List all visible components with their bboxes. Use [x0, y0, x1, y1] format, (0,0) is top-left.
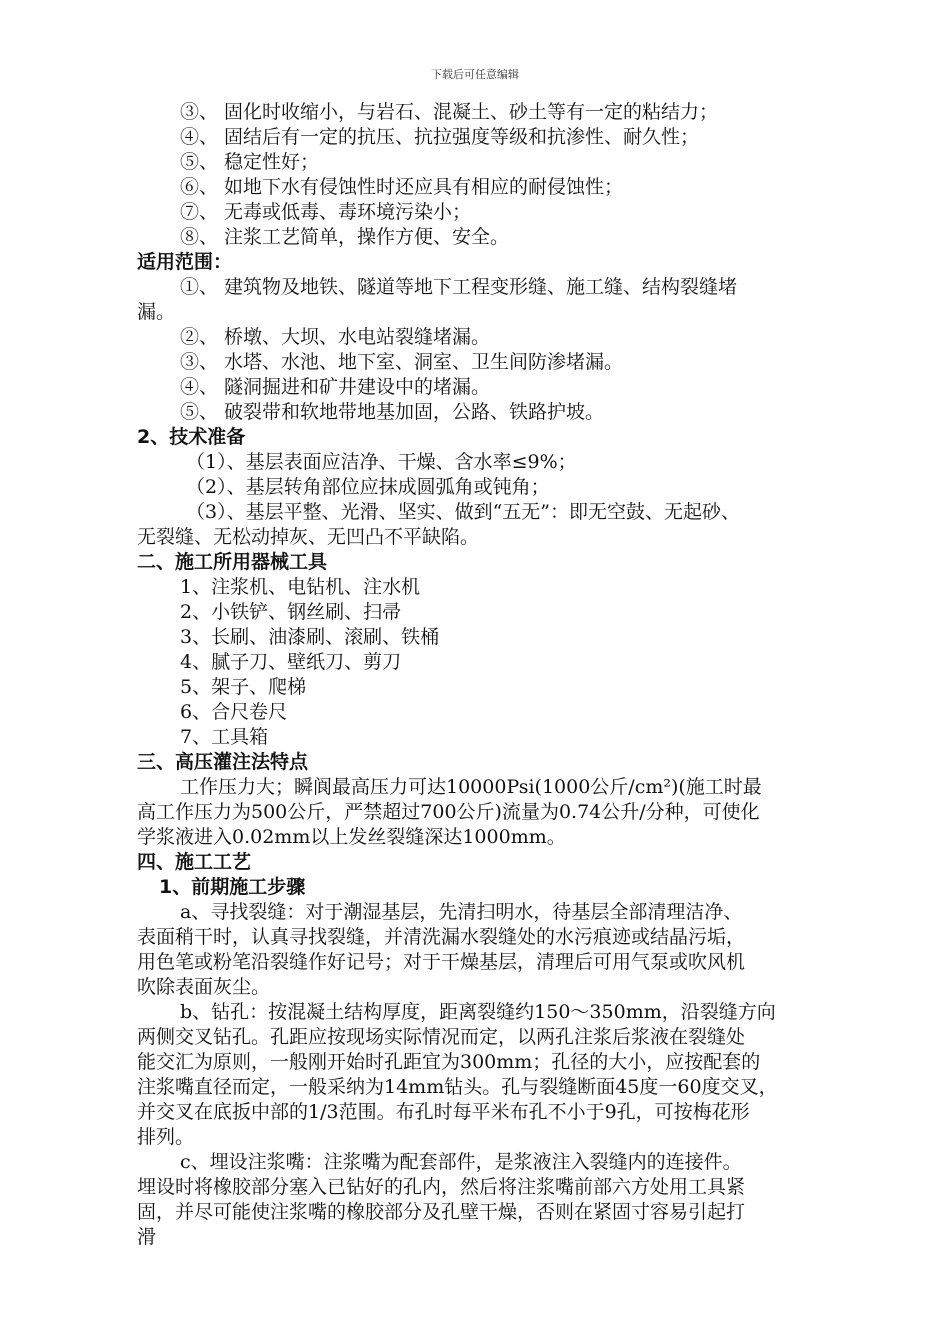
text-line: 2、小铁铲、钢丝刷、扫帚: [180, 601, 402, 623]
text-line: ⑤、 稳定性好；: [180, 151, 320, 173]
text-line: c、埋设注浆嘴：注浆嘴为配套部件，是浆液注入裂缝内的连接件。: [180, 1151, 742, 1173]
text-line: ①、 建筑物及地铁、隧道等地下工程变形缝、施工缝、结构裂缝堵: [180, 276, 738, 298]
text-line: 无裂缝、无松动掉灰、无凹凸不平缺陷。: [137, 526, 480, 548]
text-line: 埋设时将橡胶部分塞入已钻好的孔内，然后将注浆嘴前部六方处用工具紧: [137, 1176, 746, 1198]
text-line: ⑥、 如地下水有侵蚀性时还应具有相应的耐侵蚀性；: [180, 176, 624, 198]
text-line: 用色笔或粉笔沿裂缝作好记号；对于干燥基层，清理后可用气泵或吹风机: [137, 951, 746, 973]
text-line: b、钻孔：按混凝土结构厚度，距离裂缝约150～350mm，沿裂缝方向: [180, 1001, 776, 1023]
text-line: 3、长刷、油漆刷、滚刷、铁桶: [180, 626, 440, 648]
text-line: ④、 隧洞掘进和矿井建设中的堵漏。: [180, 376, 491, 398]
text-line: 7、工具箱: [180, 726, 269, 748]
section-heading: 四、施工工艺: [137, 851, 252, 873]
section-heading: 1、前期施工步骤: [159, 876, 306, 898]
text-line: ⑧、 注浆工艺简单，操作方便、安全。: [180, 226, 510, 248]
text-line: 能交汇为原则，一般刚开始时孔距宜为300mm；孔径的大小，应按配套的: [137, 1051, 761, 1073]
text-line: 4、腻子刀、壁纸刀、剪刀: [180, 651, 402, 673]
text-line: 6、合尺卷尺: [180, 701, 288, 723]
section-heading: 二、施工所用器械工具: [137, 551, 328, 573]
text-line: 固，并尽可能使注浆嘴的橡胶部分及孔壁干燥，否则在紧固寸容易引起打: [137, 1201, 746, 1223]
text-line: 滑: [137, 1226, 157, 1248]
document-body: [137, 100, 877, 1250]
text-line: （1）、基层表面应洁净、干燥、含水率≤9%；: [186, 451, 577, 473]
text-line: 注浆嘴直径而定，一般采纳为14mm钻头。孔与裂缝断面45度一60度交叉，: [137, 1076, 778, 1098]
text-line: 吹除表面灰尘。: [137, 976, 271, 998]
page-header: 下载后可任意编辑: [431, 68, 519, 81]
text-line: ⑦、 无毒或低毒、毒环境污染小；: [180, 201, 472, 223]
text-line: 5、架子、爬梯: [180, 676, 307, 698]
section-heading: 适用范围：: [137, 251, 233, 273]
text-line: 学浆液进入0.02mm以上发丝裂缝深达1000mm。: [137, 826, 566, 848]
text-line: a、寻找裂缝：对于潮湿基层，先清扫明水，待基层全部清理洁净、: [180, 901, 743, 923]
text-line: 高工作压力为500公斤，严禁超过700公斤)流量为0.74公升/分种，可使化: [137, 801, 760, 823]
text-line: 工作压力大；瞬阆最高压力可达10000Psi(1000公斤/cm²)(施工时最: [180, 776, 762, 798]
text-line: ⑤、 破裂带和软地带地基加固，公路、铁路护坡。: [180, 401, 605, 423]
text-line: ③、 固化时收缩小，与岩石、混凝土、砂土等有一定的粘结力；: [180, 101, 719, 123]
text-line: 漏。: [137, 301, 176, 323]
text-line: 排列。: [137, 1126, 195, 1148]
text-line: （3）、基层平整、光滑、坚实、做到“五无”：即无空鼓、无起砂、: [186, 501, 741, 523]
text-line: ④、 固结后有一定的抗压、抗拉强度等级和抗渗性、耐久性；: [180, 126, 700, 148]
text-line: 两侧交叉钻孔。孔距应按现场实际情况而定，以两孔注浆后浆液在裂缝处: [137, 1026, 746, 1048]
text-line: （2）、基层转角部位应抹成圆弧角或钝角；: [186, 476, 550, 498]
text-line: 表面稍干时，认真寻找裂缝，并清洗漏水裂缝处的水污痕迹或结晶污垢，: [137, 926, 746, 948]
section-heading: 三、高压灌注法特点: [137, 751, 309, 773]
text-line: 1、注浆机、电钻机、注水机: [180, 576, 421, 598]
section-heading: 2、技术准备: [137, 426, 246, 448]
text-line: 并交叉在底扳中部的1/3范围。布孔时每平米布孔不小于9孔，可按梅花形: [137, 1101, 750, 1123]
text-line: ②、 桥墩、大坝、水电站裂缝堵漏。: [180, 326, 491, 348]
text-line: ③、 水塔、水池、地下室、洞室、卫生间防渗堵漏。: [180, 351, 624, 373]
